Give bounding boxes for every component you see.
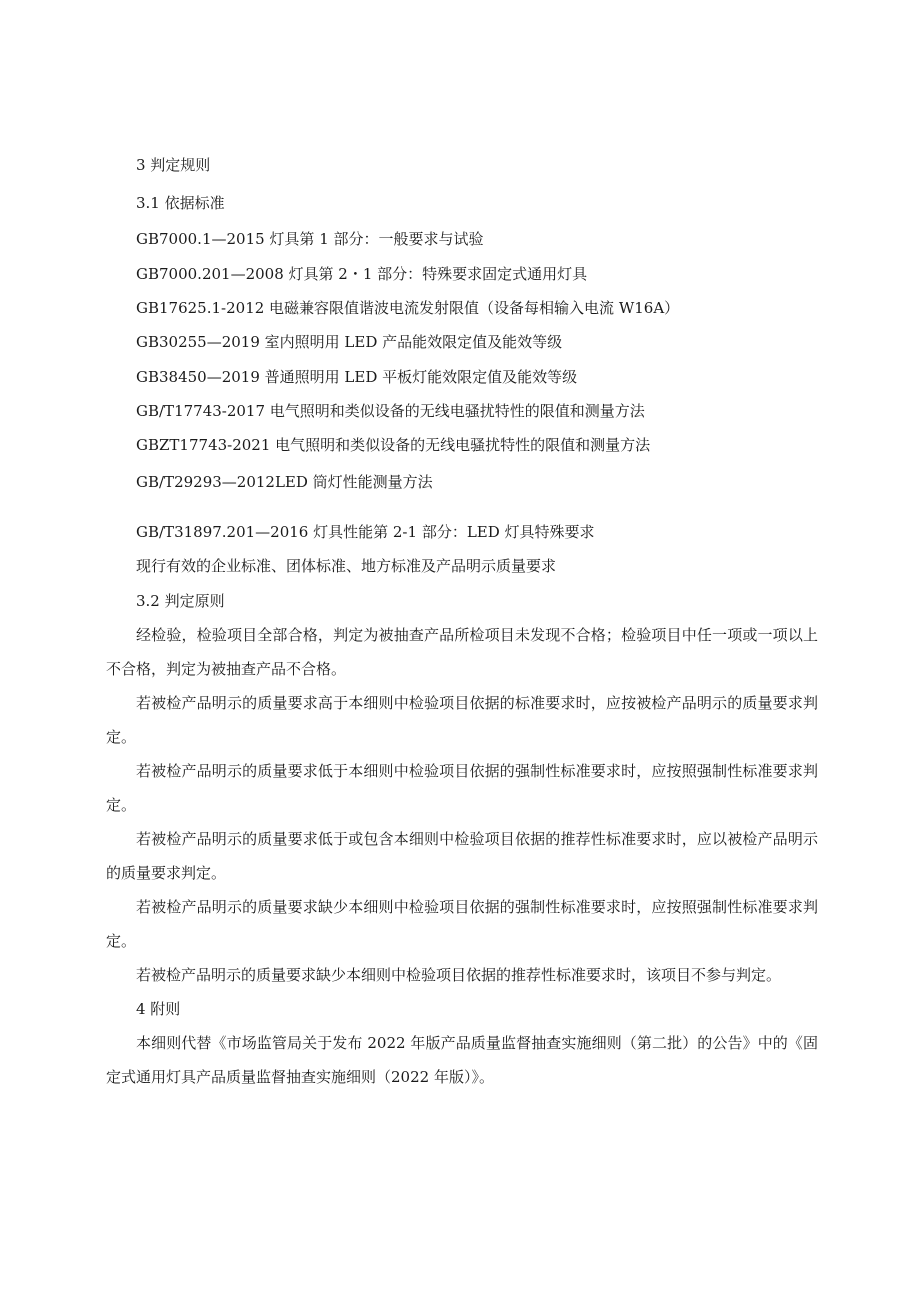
principle-paragraph: 若被检产品明示的质量要求低于或包含本细则中检验项目依据的推荐性标准要求时，应以被检产品明示的质量要求判定。 bbox=[106, 830, 818, 882]
principle-paragraph: 若被检产品明示的质量要求缺少本细则中检验项目依据的推荐性标准要求时，该项目不参与判定。 bbox=[136, 966, 782, 984]
standard-item: GB/T17743-2017 电气照明和类似设备的无线电骚扰特性的限值和测量方法 bbox=[136, 402, 645, 420]
standard-item: GB7000.201—2008 灯具第 2・1 部分：特殊要求固定式通用灯具 bbox=[136, 265, 588, 283]
section-4-body: 本细则代替《市场监管局关于发布 2022 年版产品质量监督抽查实施细则（第二批）的公告》中的《固定式通用灯具产品质量监督抽查实施细则（2022 年版）》。 bbox=[106, 1034, 818, 1086]
standard-item: GB/T29293—2012LED 筒灯性能测量方法 bbox=[136, 473, 433, 491]
principle-paragraph: 经检验，检验项目全部合格，判定为被抽查产品所检项目未发现不合格；检验项目中任一项或一项以上不合格，判定为被抽查产品不合格。 bbox=[106, 626, 818, 678]
section-3-heading: 3 判定规则 bbox=[136, 156, 211, 174]
section-3-2-heading: 3.2 判定原则 bbox=[136, 592, 225, 610]
standard-item: GB/T31897.201—2016 灯具性能第 2-1 部分：LED 灯具特殊要求 bbox=[136, 523, 595, 541]
standard-item: GB38450—2019 普通照明用 LED 平板灯能效限定值及能效等级 bbox=[136, 368, 578, 386]
standard-item: GB7000.1—2015 灯具第 1 部分：一般要求与试验 bbox=[136, 230, 484, 248]
standard-item: GBZT17743-2021 电气照明和类似设备的无线电骚扰特性的限值和测量方法 bbox=[136, 436, 651, 454]
section-3-1-heading: 3.1 依据标准 bbox=[136, 194, 225, 212]
principle-paragraph: 若被检产品明示的质量要求缺少本细则中检验项目依据的强制性标准要求时，应按照强制性标准要求判定。 bbox=[106, 898, 818, 950]
standard-item: GB17625.1-2012 电磁兼容限值谐波电流发射限值（设备每相输入电流 W16A） bbox=[136, 299, 680, 317]
standard-item: 现行有效的企业标准、团体标准、地方标准及产品明示质量要求 bbox=[136, 557, 557, 575]
principle-paragraph: 若被检产品明示的质量要求高于本细则中检验项目依据的标准要求时，应按被检产品明示的质量要求判定。 bbox=[106, 694, 818, 746]
standard-item: GB30255—2019 室内照明用 LED 产品能效限定值及能效等级 bbox=[136, 333, 563, 351]
section-4-heading: 4 附则 bbox=[136, 1000, 181, 1018]
principle-paragraph: 若被检产品明示的质量要求低于本细则中检验项目依据的强制性标准要求时，应按照强制性标准要求判定。 bbox=[106, 762, 818, 814]
